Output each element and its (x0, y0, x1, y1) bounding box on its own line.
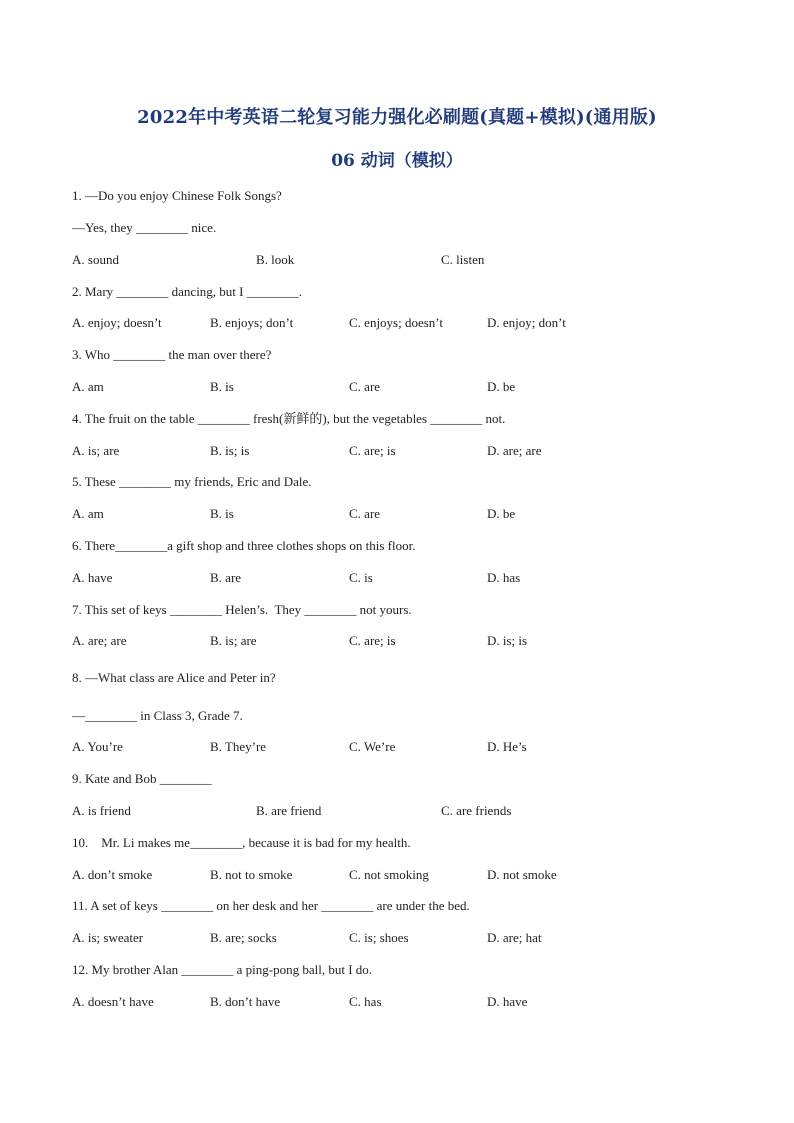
answer-option: A. is; sweater (72, 930, 144, 945)
answer-option: C. enjoys; doesn’t (349, 315, 444, 330)
answer-option: B. not to smoke (210, 867, 293, 882)
answer-option: C. are (349, 506, 381, 521)
answer-option: C. has (349, 994, 382, 1009)
answer-option: C. are friends (441, 803, 512, 818)
answer-option: A. doesn’t have (72, 994, 154, 1009)
question-stem: 5. These ________ my friends, Eric and Dale. (72, 474, 312, 489)
answer-option: D. has (487, 570, 521, 585)
answer-option: B. is; are (210, 633, 257, 648)
option-row (0, 867, 794, 883)
answer-option: C. are (349, 379, 381, 394)
answer-option: B. is (210, 506, 234, 521)
question-stem: 4. The fruit on the table ________ fresh(新鲜的), but the vegetables ________ not. (72, 411, 506, 426)
option-row (0, 803, 794, 819)
answer-option: C. We’re (349, 739, 396, 754)
option-row (0, 506, 794, 522)
answer-option: C. not smoking (349, 867, 429, 882)
document-subtitle: 06 动词（模拟） (331, 151, 463, 171)
answer-option: B. look (256, 252, 295, 267)
answer-option: C. is; shoes (349, 930, 409, 945)
answer-option: B. don’t have (210, 994, 281, 1009)
answer-option: A. am (72, 379, 104, 394)
answer-option: A. am (72, 506, 104, 521)
question-stem: 11. A set of keys ________ on her desk and her ________ are under the bed. (72, 898, 470, 913)
answer-option: B. is; is (210, 443, 250, 458)
question-stem: 10. Mr. Li makes me________, because it is bad for my health. (72, 835, 411, 850)
question-answer-line: —________ in Class 3, Grade 7. (72, 708, 243, 723)
answer-option: A. are; are (72, 633, 127, 648)
answer-option: B. are friend (256, 803, 322, 818)
answer-option: B. are (210, 570, 242, 585)
question-stem: 7. This set of keys ________ Helen’s. They ________ not yours. (72, 602, 412, 617)
answer-option: D. He’s (487, 739, 527, 754)
answer-option: A. is; are (72, 443, 120, 458)
answer-option: B. are; socks (210, 930, 277, 945)
answer-option: D. be (487, 379, 516, 394)
option-row (0, 379, 794, 395)
option-row (0, 252, 794, 268)
question-stem: 6. There________a gift shop and three clothes shops on this floor. (72, 538, 416, 553)
question-stem: 9. Kate and Bob ________ (72, 771, 212, 786)
question-answer-line: —Yes, they ________ nice. (72, 220, 217, 235)
answer-option: D. have (487, 994, 528, 1009)
answer-option: D. are; hat (487, 930, 542, 945)
answer-option: A. have (72, 570, 113, 585)
answer-option: A. You’re (72, 739, 123, 754)
option-row (0, 994, 794, 1010)
answer-option: C. are; is (349, 633, 396, 648)
answer-option: D. are; are (487, 443, 542, 458)
answer-option: A. enjoy; doesn’t (72, 315, 162, 330)
answer-option: A. don’t smoke (72, 867, 153, 882)
question-stem: 1. —Do you enjoy Chinese Folk Songs? (72, 188, 282, 203)
option-row (0, 739, 794, 755)
answer-option: D. be (487, 506, 516, 521)
answer-option: D. not smoke (487, 867, 557, 882)
answer-option: C. is (349, 570, 373, 585)
answer-option: C. are; is (349, 443, 396, 458)
question-stem: 2. Mary ________ dancing, but I ________. (72, 284, 303, 299)
answer-option: A. sound (72, 252, 119, 267)
answer-option: B. They’re (210, 739, 267, 754)
question-stem: 8. —What class are Alice and Peter in? (72, 670, 276, 685)
answer-option: C. listen (441, 252, 485, 267)
option-row (0, 570, 794, 586)
document-title: 2022年中考英语二轮复习能力强化必刷题(真题+模拟)(通用版) (137, 107, 657, 128)
answer-option: A. is friend (72, 803, 131, 818)
option-row (0, 443, 794, 459)
option-row (0, 930, 794, 946)
answer-option: B. is (210, 379, 234, 394)
answer-option: B. enjoys; don’t (210, 315, 294, 330)
question-stem: 3. Who ________ the man over there? (72, 347, 272, 362)
answer-option: D. is; is (487, 633, 528, 648)
answer-option: D. enjoy; don’t (487, 315, 566, 330)
option-row (0, 315, 794, 331)
option-row (0, 633, 794, 649)
question-stem: 12. My brother Alan ________ a ping-pong ball, but I do. (72, 962, 373, 977)
